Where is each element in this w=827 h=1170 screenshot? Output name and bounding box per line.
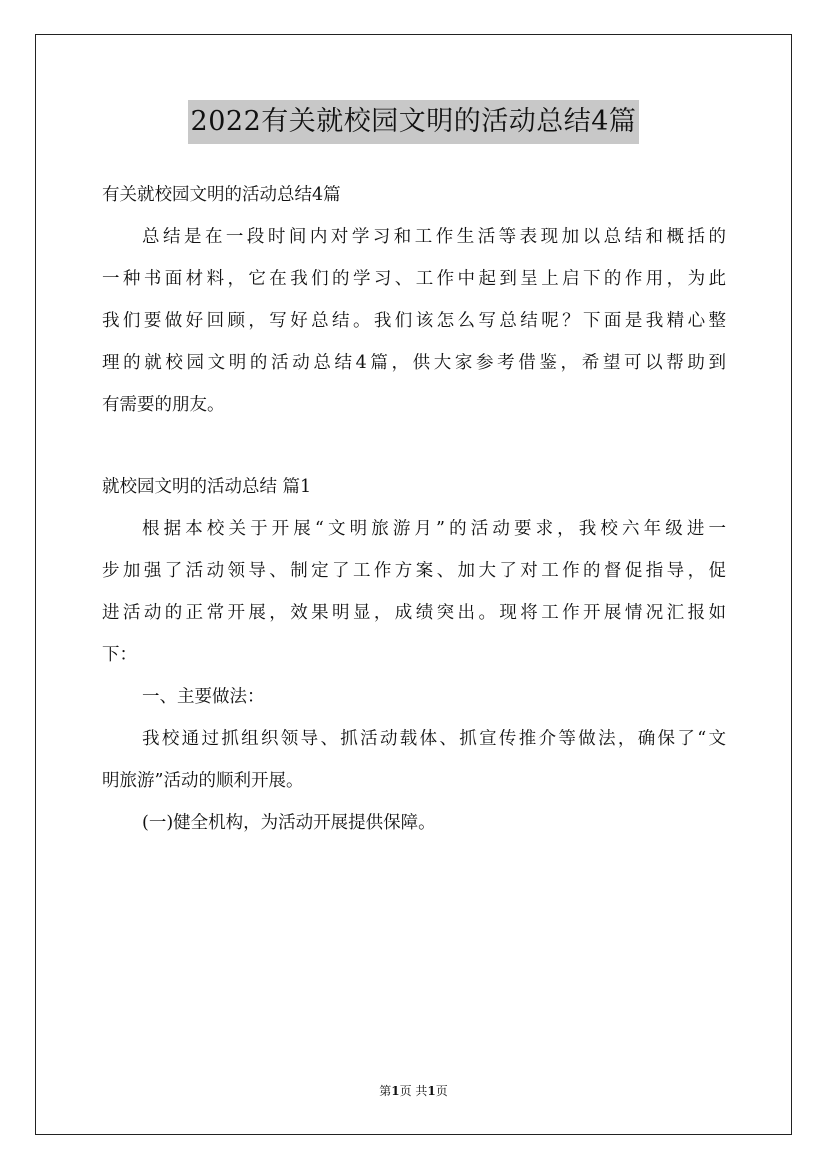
subheading: 一、主要做法： [142,687,265,707]
document-subtitle: 有关就校园文明的活动总结4篇 [102,185,341,205]
document-body [102,174,726,844]
section-line: 进活动的正常开展，效果明显，成绩突出。现将工作开展情况汇报如 [102,603,726,623]
footer-middle: 页 共 [399,1084,428,1098]
intro-line: 我们要做好回顾，写好总结。我们该怎么写总结呢？下面是我精心整 [102,311,726,331]
footer-current-page: 1 [391,1084,400,1098]
title-container [0,100,827,144]
footer-total-pages: 1 [427,1084,436,1098]
section-line: 步加强了活动领导、制定了工作方案、加大了对工作的督促指导，促 [102,561,726,581]
section-line: 下： [102,645,137,665]
method-line: 明旅游”活动的顺利开展。 [102,771,304,791]
page-footer [0,1082,827,1099]
intro-line: 理的就校园文明的活动总结4篇，供大家参考借鉴，希望可以帮助到 [102,353,726,373]
section-heading: 就校园文明的活动总结 篇1 [102,477,312,497]
paragraph-gap [102,426,726,466]
intro-line: 总结是在一段时间内对学习和工作生活等表现加以总结和概括的 [142,227,726,247]
document-title: 2022有关就校园文明的活动总结4篇 [188,100,640,144]
method-line: 我校通过抓组织领导、抓活动载体、抓宣传推介等做法，确保了“文 [142,729,726,749]
intro-line: 有需要的朋友。 [102,395,225,415]
point-one: (一)健全机构，为活动开展提供保障。 [142,813,436,833]
footer-suffix: 页 [435,1084,448,1098]
section-line: 根据本校关于开展“文明旅游月”的活动要求，我校六年级进一 [142,519,726,539]
footer-prefix: 第 [379,1084,392,1098]
intro-line: 一种书面材料，它在我们的学习、工作中起到呈上启下的作用，为此 [102,269,726,289]
